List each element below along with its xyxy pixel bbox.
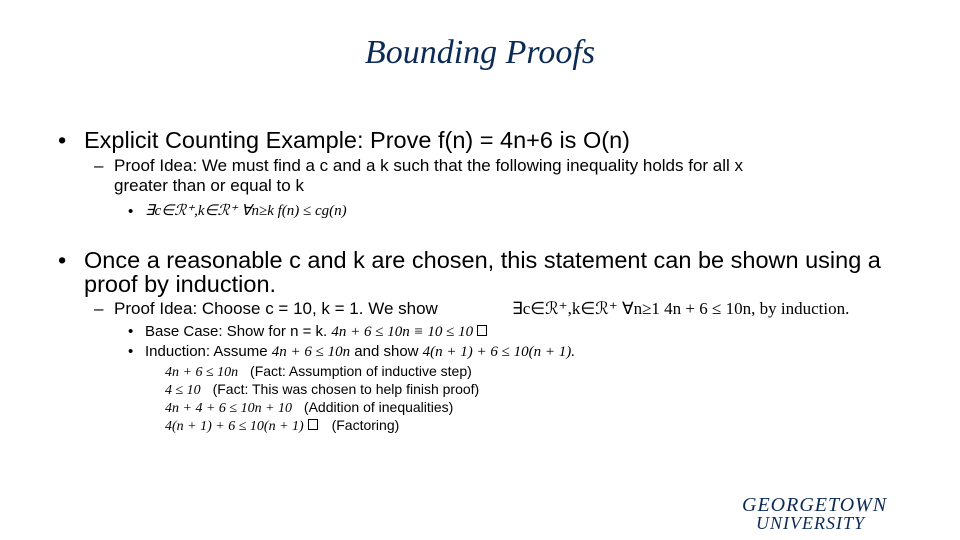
induction-line <box>145 343 575 361</box>
logo-line2: UNIVERSITY <box>756 513 865 533</box>
step-note: (Fact: This was chosen to help finish proof) <box>212 381 480 397</box>
base-case-label: Base Case: Show for n = k. <box>145 323 328 340</box>
bullet-marker: • <box>58 247 67 273</box>
step-formula: 4 ≤ 10 <box>165 383 201 398</box>
slide-title: Bounding Proofs <box>364 34 596 71</box>
proof-step <box>165 417 399 435</box>
bullet2-line2: proof by induction. <box>84 271 277 297</box>
logo-line1: GEORGETOWN <box>742 494 888 516</box>
induction-label: Induction: Assume <box>145 343 268 360</box>
step-formula: 4n + 6 ≤ 10n <box>165 365 239 380</box>
step-note: (Fact: Assumption of inductive step) <box>250 363 472 379</box>
induction-assumption: 4n + 6 ≤ 10n <box>271 344 351 360</box>
proof-step <box>165 363 472 381</box>
bullet-marker: • <box>128 203 134 220</box>
base-case-line <box>145 323 487 341</box>
formula-bounding: ∃c∈ℛ⁺,k∈ℛ⁺ ∀n≥k f(n) ≤ cg(n) <box>145 203 347 219</box>
bullet-marker: • <box>128 343 134 360</box>
bullet2-sub1-text: Proof Idea: Choose c = 10, k = 1. We show <box>114 299 438 318</box>
induction-label2: and show <box>354 343 419 360</box>
formula-induction-claim: ∃c∈ℛ⁺,k∈ℛ⁺ ∀n≥1 4n + 6 ≤ 10n, by induction. <box>512 299 850 318</box>
step-formula: 4n + 4 + 6 ≤ 10n + 10 <box>165 401 293 416</box>
dash-marker: – <box>94 156 104 175</box>
dash-marker: – <box>94 299 104 318</box>
bullet2-line1: Once a reasonable c and k are chosen, this statement can be shown using a <box>84 247 881 273</box>
qed-box-icon <box>308 419 318 430</box>
bullet1-text: Explicit Counting Example: Prove f(n) = 4n+6 is O(n) <box>84 127 630 153</box>
base-case-formula: 4n + 6 ≤ 10n ≡ 10 ≤ 10 <box>331 324 474 340</box>
qed-box-icon <box>477 325 487 336</box>
bullet-marker: • <box>58 127 67 153</box>
step-formula: 4(n + 1) + 6 ≤ 10(n + 1) <box>165 419 304 434</box>
bullet1-sub1-line2: greater than or equal to k <box>114 176 304 195</box>
step-note: (Factoring) <box>331 417 400 433</box>
induction-goal: 4(n + 1) + 6 ≤ 10(n + 1). <box>422 344 576 360</box>
georgetown-logo <box>742 496 932 532</box>
bullet-marker: • <box>128 323 134 340</box>
proof-step <box>165 399 453 417</box>
step-note: (Addition of inequalities) <box>303 399 454 415</box>
bullet1-sub1-line1: Proof Idea: We must find a c and a k such that the following inequality holds for all x <box>114 156 744 175</box>
proof-step <box>165 381 479 399</box>
